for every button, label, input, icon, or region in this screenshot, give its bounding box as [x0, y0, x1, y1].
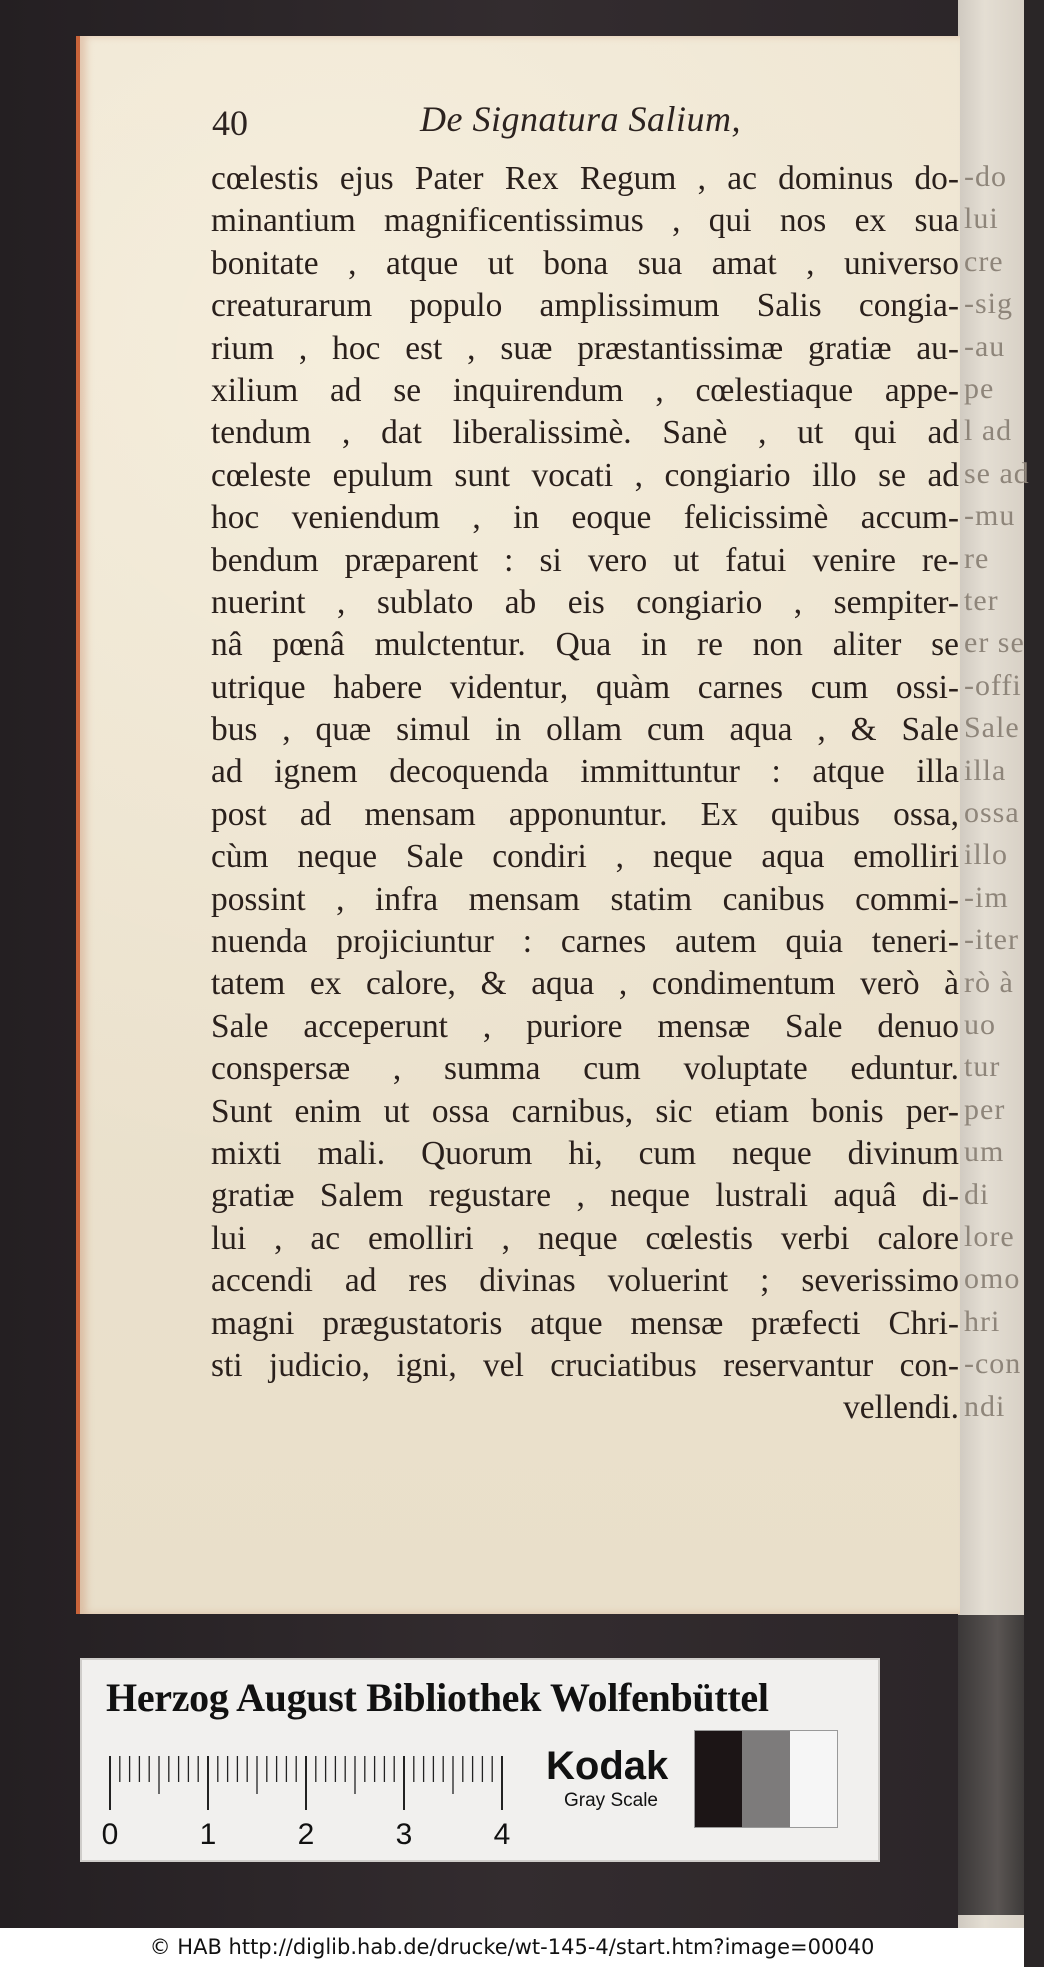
adjacent-text-fragment: lore: [964, 1220, 1015, 1253]
gray-swatch: [790, 1731, 837, 1827]
copyright-footer: © HAB http://diglib.hab.de/drucke/wt-145-4/start.htm?image=00040: [0, 1928, 1024, 1967]
adjacent-text-fragment: ter: [964, 584, 999, 617]
ruler-number: 4: [493, 1818, 511, 1851]
text-line: cùm neque Sale condiri , neque aqua emolliri: [211, 838, 959, 876]
adjacent-text-fragment: -do: [964, 160, 1007, 193]
adjacent-text-fragment: um: [964, 1135, 1005, 1169]
text-line: nuerint , sublato ab eis congiario , sempiter-: [211, 583, 959, 621]
adjacent-text-fragment: l ad: [964, 414, 1013, 448]
running-title: De Signatura Salium,: [420, 99, 741, 139]
gray-swatch: [695, 1731, 742, 1827]
ruler-number: 1: [199, 1818, 217, 1851]
adjacent-text-fragment: se ad: [964, 456, 1030, 490]
text-line: nuenda projiciuntur : carnes autem quia teneri-: [211, 923, 959, 961]
text-line: creaturarum populo amplissimum Salis congia-: [211, 287, 959, 325]
page-number: 40: [212, 103, 248, 143]
text-line: gratiæ Salem regustare , neque lustrali aquâ di-: [211, 1177, 959, 1215]
measurement-ruler: [101, 1752, 526, 1852]
adjacent-text-fragment: -au: [964, 329, 1006, 363]
text-line: Sale acceperunt , puriore mensæ Sale denuo: [211, 1007, 959, 1045]
adjacent-text-fragment: -con: [964, 1347, 1022, 1381]
book-page: [76, 36, 960, 1614]
adjacent-text-fragment: omo: [964, 1262, 1021, 1296]
ruler-number: 2: [297, 1818, 315, 1851]
text-line: vellendi.: [843, 1389, 959, 1427]
text-line: mixti mali. Quorum hi, cum neque divinum: [211, 1134, 959, 1172]
ruler-number: 0: [101, 1818, 119, 1851]
adjacent-text-fragment: -im: [964, 880, 1009, 914]
adjacent-text-fragment: er se: [964, 626, 1025, 660]
body-text: [211, 158, 959, 1430]
text-line: conspersæ , summa cum voluptate eduntur.: [211, 1050, 959, 1088]
text-line: post ad mensam apponuntur. Ex quibus ossa,: [211, 795, 959, 833]
text-line: ad ignem decoquenda immittuntur : atque illa: [211, 753, 959, 791]
adjacent-text-fragment: uo: [964, 1008, 996, 1041]
gray-scale-swatches: [694, 1730, 838, 1828]
text-line: bonitate , atque ut bona sua amat , universo: [211, 244, 959, 282]
adjacent-text-fragment: tur: [964, 1050, 1001, 1084]
text-line: cœleste epulum sunt vocati , congiario illo se ad: [211, 456, 959, 494]
text-line: lui , ac emolliri , neque cœlestis verbi calore: [211, 1219, 959, 1257]
gray-swatch: [742, 1731, 789, 1827]
adjacent-text-fragment: pe: [964, 372, 995, 405]
text-line: minantium magnificentissimus , qui nos ex sua: [211, 202, 959, 240]
book-clamp: [958, 1615, 1024, 1915]
adjacent-page-edge: [958, 0, 1030, 1928]
text-line: rium , hoc est , suæ præstantissimæ gratiæ au-: [211, 329, 959, 367]
adjacent-text-fragment: Sale: [964, 711, 1020, 745]
library-name: Herzog August Bibliothek Wolfenbüttel: [106, 1675, 769, 1720]
adjacent-text-fragment: -offi: [964, 668, 1022, 702]
text-line: utrique habere videntur, quàm carnes cum ossi-: [211, 668, 959, 706]
ruler-number: 3: [395, 1818, 413, 1851]
text-line: hoc veniendum , in eoque felicissimè accum-: [211, 499, 959, 537]
text-line: accendi ad res divinas voluerint ; severissimo: [211, 1262, 959, 1300]
adjacent-text-fragment: -mu: [964, 499, 1016, 533]
adjacent-text-fragment: -iter: [964, 923, 1019, 957]
adjacent-text-fragment: -sig: [964, 287, 1013, 321]
text-line: magni prægustatoris atque mensæ præfecti Chri-: [211, 1304, 959, 1342]
adjacent-text-fragment: illa: [964, 753, 1007, 787]
adjacent-text-fragment: per: [964, 1092, 1006, 1126]
adjacent-text-fragment: cre: [964, 244, 1004, 278]
text-line: sti judicio, igni, vel cruciatibus reservantur con-: [211, 1346, 959, 1384]
text-line: bendum præparent : si vero ut fatui venire re-: [211, 541, 959, 579]
library-color-target: [80, 1658, 880, 1862]
text-line: tatem ex calore, & aqua , condimentum verò à: [211, 965, 959, 1003]
text-line: bus , quæ simul in ollam cum aqua , & Sale: [211, 711, 959, 749]
gray-scale-caption: Gray Scale: [564, 1790, 658, 1811]
text-line: xilium ad se inquirendum , cœlestiaque appe-: [211, 371, 959, 409]
adjacent-text-fragment: ossa: [964, 796, 1020, 829]
adjacent-text-fragment: re: [964, 541, 990, 575]
text-line: Sunt enim ut ossa carnibus, sic etiam bonis per-: [211, 1092, 959, 1130]
kodak-logo: Kodak: [546, 1744, 669, 1788]
adjacent-text-fragment: illo: [964, 838, 1009, 872]
text-line: cœlestis ejus Pater Rex Regum , ac dominus do-: [211, 160, 959, 197]
text-line: possint , infra mensam statim canibus commi-: [211, 880, 959, 918]
adjacent-text-fragment: lui: [964, 202, 999, 236]
text-line: tendum , dat liberalissimè. Sanè , ut qui ad: [211, 414, 959, 452]
text-line: nâ pœnâ mulctentur. Qua in re non aliter se: [211, 626, 959, 664]
adjacent-text-fragment: ndi: [964, 1389, 1006, 1423]
adjacent-text-fragment: hri: [964, 1304, 1001, 1338]
adjacent-text-fragment: di: [964, 1177, 990, 1211]
adjacent-text-fragment: rò à: [964, 965, 1014, 999]
